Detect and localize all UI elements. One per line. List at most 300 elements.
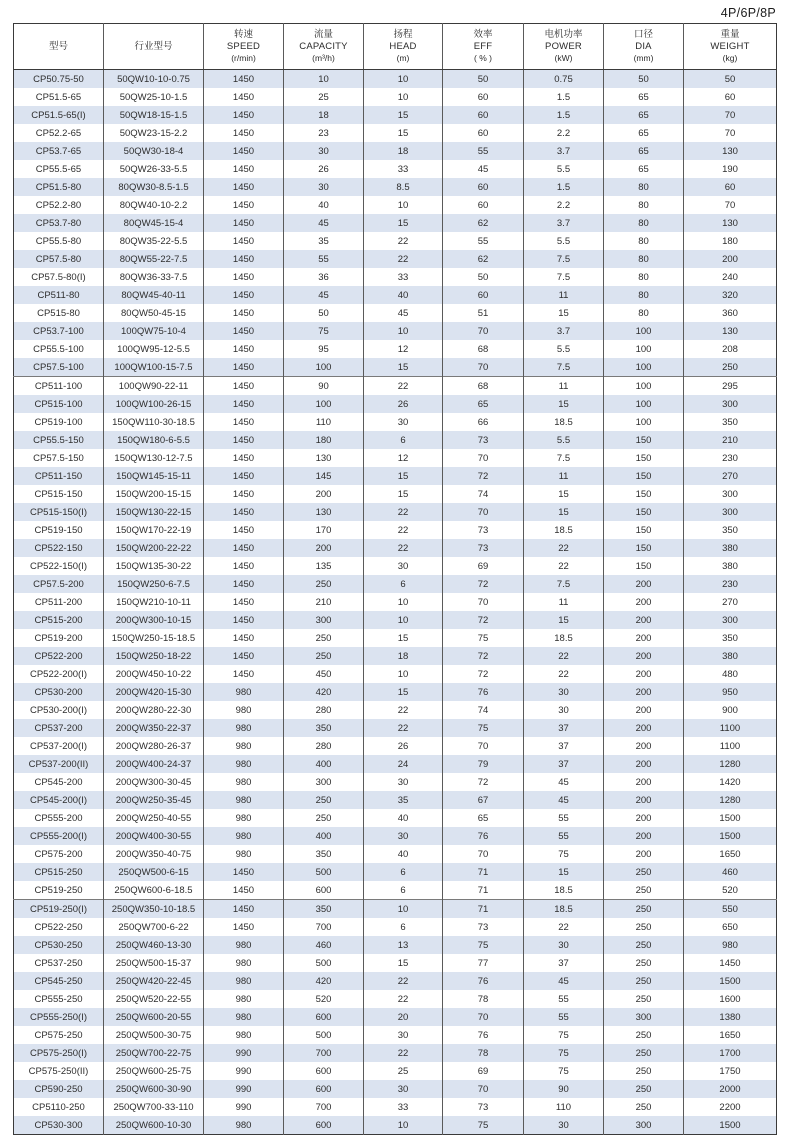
table-cell: 250 xyxy=(604,863,684,881)
table-cell: 980 xyxy=(204,827,284,845)
table-cell: 7.5 xyxy=(524,358,604,377)
table-cell: 250 xyxy=(604,1098,684,1116)
table-cell: 30 xyxy=(524,936,604,954)
table-cell: CP57.5-80(I) xyxy=(31,271,86,283)
table-cell: 1650 xyxy=(684,845,777,863)
table-cell: 200QW300-30-45 xyxy=(104,773,204,791)
table-cell: 300 xyxy=(684,395,777,413)
table-cell: 50 xyxy=(684,70,777,89)
table-cell: 40 xyxy=(364,809,443,827)
table-cell: 50QW26-33-5.5 xyxy=(104,160,204,178)
table-cell: 1100 xyxy=(684,719,777,737)
table-cell: 130 xyxy=(684,142,777,160)
table-row xyxy=(14,503,777,521)
table-cell: 24 xyxy=(364,755,443,773)
table-cell: 100 xyxy=(604,322,684,340)
table-cell: 150QW130-12-7.5 xyxy=(104,449,204,467)
table-cell: 22 xyxy=(524,557,604,575)
table-cell: 200 xyxy=(604,611,684,629)
table-cell: 2.2 xyxy=(524,124,604,142)
table-cell: 15 xyxy=(364,124,443,142)
table-cell: 3.7 xyxy=(524,322,604,340)
table-row xyxy=(14,539,777,557)
table-cell: 10 xyxy=(364,196,443,214)
column-header-unit: ( % ) xyxy=(474,53,492,63)
table-cell: CP575-250(I) xyxy=(14,1044,104,1062)
table-cell: 270 xyxy=(684,593,777,611)
column-header-zh: 流量 xyxy=(313,29,333,40)
table-cell: 70 xyxy=(443,593,524,611)
table-cell: 15 xyxy=(364,954,443,972)
table-cell: 230 xyxy=(684,575,777,593)
table-cell: 37 xyxy=(524,954,604,972)
table-cell: 30 xyxy=(284,178,364,196)
table-cell: 30 xyxy=(284,142,364,160)
table-row xyxy=(14,719,777,737)
table-cell: 150QW180-6-5.5 xyxy=(104,431,204,449)
table-row xyxy=(14,755,777,773)
table-cell: 150QW210-10-11 xyxy=(104,593,204,611)
table-cell: 30 xyxy=(364,773,443,791)
column-header xyxy=(443,24,524,70)
table-cell: 90 xyxy=(524,1080,604,1098)
table-cell: 200 xyxy=(684,250,777,268)
table-cell: 250 xyxy=(604,900,684,919)
table-cell: 30 xyxy=(364,827,443,845)
table-cell: 1450 xyxy=(204,358,284,377)
table-cell: 80 xyxy=(604,232,684,250)
table-cell: 80QW50-45-15 xyxy=(104,304,204,322)
table-cell: 150QW130-22-15 xyxy=(104,503,204,521)
table-cell: 18.5 xyxy=(524,413,604,431)
table-cell: 80 xyxy=(604,250,684,268)
table-cell: 200 xyxy=(284,485,364,503)
table-cell: 200 xyxy=(604,737,684,755)
table-cell: 1450 xyxy=(204,521,284,539)
table-cell: 300 xyxy=(604,1116,684,1135)
table-row xyxy=(14,557,777,575)
table-cell: 208 xyxy=(684,340,777,358)
table-cell: 150QW135-30-22 xyxy=(104,557,204,575)
table-cell: 100QW90-22-11 xyxy=(104,377,204,396)
table-row xyxy=(14,106,777,124)
table-cell: 76 xyxy=(443,827,524,845)
table-cell: 150 xyxy=(604,431,684,449)
table-cell: 1450 xyxy=(204,647,284,665)
table-cell: 230 xyxy=(684,449,777,467)
table-row xyxy=(14,1008,777,1026)
table-cell: 200 xyxy=(604,683,684,701)
table-cell: 69 xyxy=(443,557,524,575)
table-cell: 300 xyxy=(684,611,777,629)
table-cell: 6 xyxy=(364,881,443,900)
table-cell: 1450 xyxy=(204,900,284,919)
table-cell: 280 xyxy=(284,737,364,755)
table-cell: 450 xyxy=(284,665,364,683)
table-row xyxy=(14,1062,777,1080)
table-cell: 600 xyxy=(284,1116,364,1135)
table-cell: 980 xyxy=(204,845,284,863)
table-cell: CP522-150(I) xyxy=(29,560,88,572)
table-cell: 200QW400-30-55 xyxy=(104,827,204,845)
table-cell: 100 xyxy=(604,413,684,431)
table-row xyxy=(14,1044,777,1062)
table-row xyxy=(14,701,777,719)
table-cell: 400 xyxy=(284,755,364,773)
table-cell: 300 xyxy=(684,503,777,521)
table-cell: CP57.5-200 xyxy=(14,575,104,593)
table-cell: CP519-100 xyxy=(34,416,83,428)
table-cell: 15 xyxy=(524,503,604,521)
table-cell: 550 xyxy=(684,900,777,919)
table-row xyxy=(14,791,777,809)
table-cell: 80QW30-8.5-1.5 xyxy=(104,178,204,196)
table-cell: 33 xyxy=(364,1098,443,1116)
page-label: 4P/6P/8P xyxy=(720,6,776,20)
table-cell: 78 xyxy=(443,1044,524,1062)
table-cell: 20 xyxy=(364,1008,443,1026)
table-cell: 250QW500-15-37 xyxy=(104,954,204,972)
table-cell: 30 xyxy=(364,1026,443,1044)
table-row xyxy=(14,485,777,503)
table-cell: 200 xyxy=(604,773,684,791)
table-cell: 1450 xyxy=(204,629,284,647)
table-row xyxy=(14,936,777,954)
table-cell: CP511-150 xyxy=(14,467,104,485)
table-cell: 950 xyxy=(684,683,777,701)
table-cell: 80 xyxy=(604,178,684,196)
table-cell: 22 xyxy=(364,972,443,990)
table-row xyxy=(14,881,777,900)
table-cell: 75 xyxy=(443,936,524,954)
table-cell: CP511-80 xyxy=(14,286,104,304)
table-cell: 11 xyxy=(524,286,604,304)
table-cell: 60 xyxy=(443,88,524,106)
table-cell: 80QW40-10-2.2 xyxy=(104,196,204,214)
table-row xyxy=(14,196,777,214)
table-cell: CP555-200(I) xyxy=(14,827,104,845)
table-row xyxy=(14,647,777,665)
table-cell: 50 xyxy=(443,70,524,89)
table-cell: 55 xyxy=(524,809,604,827)
table-cell: 150 xyxy=(604,557,684,575)
table-cell: 45 xyxy=(284,214,364,232)
table-cell: 60 xyxy=(443,286,524,304)
table-cell: 15 xyxy=(364,485,443,503)
table-row xyxy=(14,954,777,972)
table-cell: 1450 xyxy=(684,954,777,972)
table-row xyxy=(14,142,777,160)
table-cell: 980 xyxy=(204,773,284,791)
table-cell: 70 xyxy=(443,449,524,467)
table-cell: 100 xyxy=(284,395,364,413)
table-cell: 7.5 xyxy=(524,575,604,593)
table-cell: 350 xyxy=(684,521,777,539)
table-cell: 250QW600-25-75 xyxy=(104,1062,204,1080)
table-cell: 200QW250-35-45 xyxy=(104,791,204,809)
table-cell: CP575-250 xyxy=(34,1029,83,1041)
table-cell: 60 xyxy=(443,124,524,142)
table-cell: 110 xyxy=(524,1098,604,1116)
table-cell: 45 xyxy=(284,286,364,304)
table-cell: 460 xyxy=(684,863,777,881)
table-cell: 1.5 xyxy=(524,88,604,106)
table-cell: 520 xyxy=(684,881,777,900)
table-cell: 40 xyxy=(284,196,364,214)
table-cell: 380 xyxy=(684,647,777,665)
table-cell: 1450 xyxy=(204,863,284,881)
table-cell: CP537-200(I) xyxy=(29,740,88,752)
table-row xyxy=(14,827,777,845)
table-cell: CP590-250 xyxy=(14,1080,104,1098)
table-cell: CP555-250(I) xyxy=(14,1008,104,1026)
table-cell: 100QW100-15-7.5 xyxy=(104,358,204,377)
table-cell: CP537-250 xyxy=(34,957,83,969)
table-cell: 69 xyxy=(443,1062,524,1080)
table-row xyxy=(14,322,777,340)
table-cell: 320 xyxy=(684,286,777,304)
table-cell: 3.7 xyxy=(524,214,604,232)
table-row xyxy=(14,70,777,89)
table-cell: CP57.5-100 xyxy=(14,358,104,377)
table-cell: 200 xyxy=(604,701,684,719)
table-cell: 80 xyxy=(604,268,684,286)
table-cell: 50QW30-18-4 xyxy=(104,142,204,160)
table-cell: 75 xyxy=(443,1116,524,1135)
table-cell: 50QW10-10-0.75 xyxy=(104,70,204,89)
table-row xyxy=(14,232,777,250)
table-cell: 15 xyxy=(364,629,443,647)
table-cell: 350 xyxy=(284,845,364,863)
table-cell: CP511-200 xyxy=(34,596,83,608)
table-cell: 250 xyxy=(284,809,364,827)
table-cell: 1280 xyxy=(684,755,777,773)
column-header xyxy=(524,24,604,70)
table-cell: 1450 xyxy=(204,611,284,629)
table-cell: 170 xyxy=(284,521,364,539)
column-header-zh: 行业型号 xyxy=(134,40,173,52)
table-cell: CP537-200(II) xyxy=(14,755,104,773)
table-cell: 200QW350-40-75 xyxy=(104,845,204,863)
table-cell: 150 xyxy=(604,539,684,557)
table-cell: 65 xyxy=(443,809,524,827)
table-cell: 250 xyxy=(284,575,364,593)
table-cell: 1450 xyxy=(204,232,284,250)
table-cell: 1450 xyxy=(204,413,284,431)
column-header-en: DIA xyxy=(635,41,652,52)
table-cell: 250QW350-10-18.5 xyxy=(104,900,204,919)
table-cell: CP545-200(I) xyxy=(14,791,104,809)
table-cell: 65 xyxy=(604,142,684,160)
table-cell: 65 xyxy=(443,395,524,413)
table-cell: CP53.7-100 xyxy=(14,322,104,340)
table-cell: 500 xyxy=(284,1026,364,1044)
table-cell: 72 xyxy=(443,611,524,629)
table-cell: 30 xyxy=(524,683,604,701)
column-header-en: CAPACITY xyxy=(299,41,348,52)
table-cell: 55 xyxy=(443,232,524,250)
table-cell: 1450 xyxy=(204,395,284,413)
table-cell: 80 xyxy=(604,286,684,304)
table-cell: 100 xyxy=(604,377,684,396)
table-row xyxy=(14,918,777,936)
column-header-unit: (kg) xyxy=(722,53,738,63)
table-cell: 350 xyxy=(684,413,777,431)
table-cell: 10 xyxy=(364,900,443,919)
table-cell: 76 xyxy=(443,972,524,990)
table-row xyxy=(14,250,777,268)
table-cell: 1450 xyxy=(204,304,284,322)
table-cell: 700 xyxy=(284,1098,364,1116)
column-header xyxy=(364,24,443,70)
table-cell: 150QW170-22-19 xyxy=(104,521,204,539)
table-cell: 22 xyxy=(364,719,443,737)
table-cell: 65 xyxy=(604,124,684,142)
table-cell: 250QW520-22-55 xyxy=(104,990,204,1008)
table-cell: 65 xyxy=(604,160,684,178)
table-cell: 980 xyxy=(204,990,284,1008)
table-cell: 250 xyxy=(604,972,684,990)
table-cell: 3.7 xyxy=(524,142,604,160)
table-cell: 75 xyxy=(284,322,364,340)
table-row xyxy=(14,1098,777,1116)
table-cell: CP55.5-80 xyxy=(35,235,82,247)
table-cell: CP519-250(I) xyxy=(14,900,104,919)
table-cell: 1450 xyxy=(204,449,284,467)
table-cell: 1380 xyxy=(684,1008,777,1026)
table-cell: 33 xyxy=(364,268,443,286)
table-cell: 73 xyxy=(443,1098,524,1116)
table-row xyxy=(14,809,777,827)
table-cell: 76 xyxy=(443,1026,524,1044)
table-cell: 40 xyxy=(364,845,443,863)
column-header-zh: 电机功率 xyxy=(544,29,583,40)
table-cell: 250QW600-10-30 xyxy=(104,1116,204,1135)
table-cell: CP545-200 xyxy=(34,776,83,788)
table-cell: 18.5 xyxy=(524,629,604,647)
table-cell: 200QW400-24-37 xyxy=(104,755,204,773)
table-cell: 980 xyxy=(204,719,284,737)
table-cell: 990 xyxy=(204,1098,284,1116)
table-cell: 980 xyxy=(204,1116,284,1135)
table-cell: 10 xyxy=(364,611,443,629)
table-cell: CP545-250 xyxy=(14,972,104,990)
table-cell: 50 xyxy=(604,70,684,89)
table-cell: 135 xyxy=(284,557,364,575)
table-cell: 5.5 xyxy=(524,232,604,250)
table-cell: 2.2 xyxy=(524,196,604,214)
table-cell: 1450 xyxy=(204,214,284,232)
table-cell: 18 xyxy=(364,142,443,160)
table-cell: 150 xyxy=(604,503,684,521)
header-row xyxy=(14,24,777,70)
table-cell: CP530-250 xyxy=(14,936,104,954)
table-cell: 15 xyxy=(524,304,604,322)
table-cell: 70 xyxy=(443,322,524,340)
table-cell: 22 xyxy=(364,1044,443,1062)
table-cell: 250 xyxy=(284,629,364,647)
table-cell: 22 xyxy=(364,377,443,396)
table-cell: 1450 xyxy=(204,106,284,124)
table-cell: CP575-200 xyxy=(34,848,83,860)
table-row xyxy=(14,593,777,611)
table-cell: 22 xyxy=(364,539,443,557)
table-cell: 130 xyxy=(684,214,777,232)
table-cell: 250 xyxy=(604,990,684,1008)
table-cell: CP53.7-80 xyxy=(14,214,104,232)
table-cell: 76 xyxy=(443,683,524,701)
table-cell: 650 xyxy=(684,918,777,936)
column-header xyxy=(604,24,684,70)
table-cell: 68 xyxy=(443,340,524,358)
table-cell: 1450 xyxy=(204,196,284,214)
table-cell: 62 xyxy=(443,214,524,232)
table-cell: 250QW500-30-75 xyxy=(104,1026,204,1044)
table-cell: 70 xyxy=(443,737,524,755)
table-cell: CP530-200(I) xyxy=(29,704,88,716)
table-cell: 71 xyxy=(443,881,524,900)
table-cell: 1.5 xyxy=(524,106,604,124)
table-cell: 180 xyxy=(284,431,364,449)
table-row xyxy=(14,665,777,683)
table-cell: 130 xyxy=(284,449,364,467)
table-cell: 1450 xyxy=(204,575,284,593)
table-cell: 100 xyxy=(604,358,684,377)
table-cell: 30 xyxy=(524,701,604,719)
table-cell: 13 xyxy=(364,936,443,954)
table-cell: 5.5 xyxy=(524,160,604,178)
table-cell: 50QW25-10-1.5 xyxy=(104,88,204,106)
table-cell: 35 xyxy=(284,232,364,250)
table-cell: 45 xyxy=(524,773,604,791)
table-cell: 100 xyxy=(604,340,684,358)
table-cell: CP511-100 xyxy=(14,377,104,396)
table-cell: 250 xyxy=(604,881,684,900)
table-cell: 380 xyxy=(684,539,777,557)
table-cell: 73 xyxy=(443,539,524,557)
table-cell: 18.5 xyxy=(524,521,604,539)
table-cell: 280 xyxy=(284,701,364,719)
table-cell: 22 xyxy=(364,521,443,539)
pump-spec-table xyxy=(13,23,777,1135)
table-cell: 300 xyxy=(284,773,364,791)
table-cell: 520 xyxy=(284,990,364,1008)
table-cell: 72 xyxy=(443,467,524,485)
table-cell: 100QW95-12-5.5 xyxy=(104,340,204,358)
table-cell: 150QW250-18-22 xyxy=(104,647,204,665)
table-cell: 700 xyxy=(284,1044,364,1062)
table-cell: 1450 xyxy=(204,918,284,936)
table-cell: 6 xyxy=(364,863,443,881)
table-cell: 5.5 xyxy=(524,340,604,358)
table-cell: 1450 xyxy=(204,178,284,196)
table-cell: 1450 xyxy=(204,539,284,557)
table-cell: 250 xyxy=(684,358,777,377)
table-cell: CP555-250 xyxy=(34,993,83,1005)
table-cell: CP55.5-150 xyxy=(14,431,104,449)
table-cell: 250QW500-6-15 xyxy=(104,863,204,881)
table-row xyxy=(14,900,777,919)
table-cell: 150QW250-15-18.5 xyxy=(104,629,204,647)
table-cell: 250 xyxy=(604,1080,684,1098)
table-cell: 200 xyxy=(604,791,684,809)
table-row xyxy=(14,304,777,322)
table-cell: 100QW75-10-4 xyxy=(104,322,204,340)
table-row xyxy=(14,1080,777,1098)
table-row xyxy=(14,773,777,791)
table-cell: 1420 xyxy=(684,773,777,791)
table-row xyxy=(14,268,777,286)
